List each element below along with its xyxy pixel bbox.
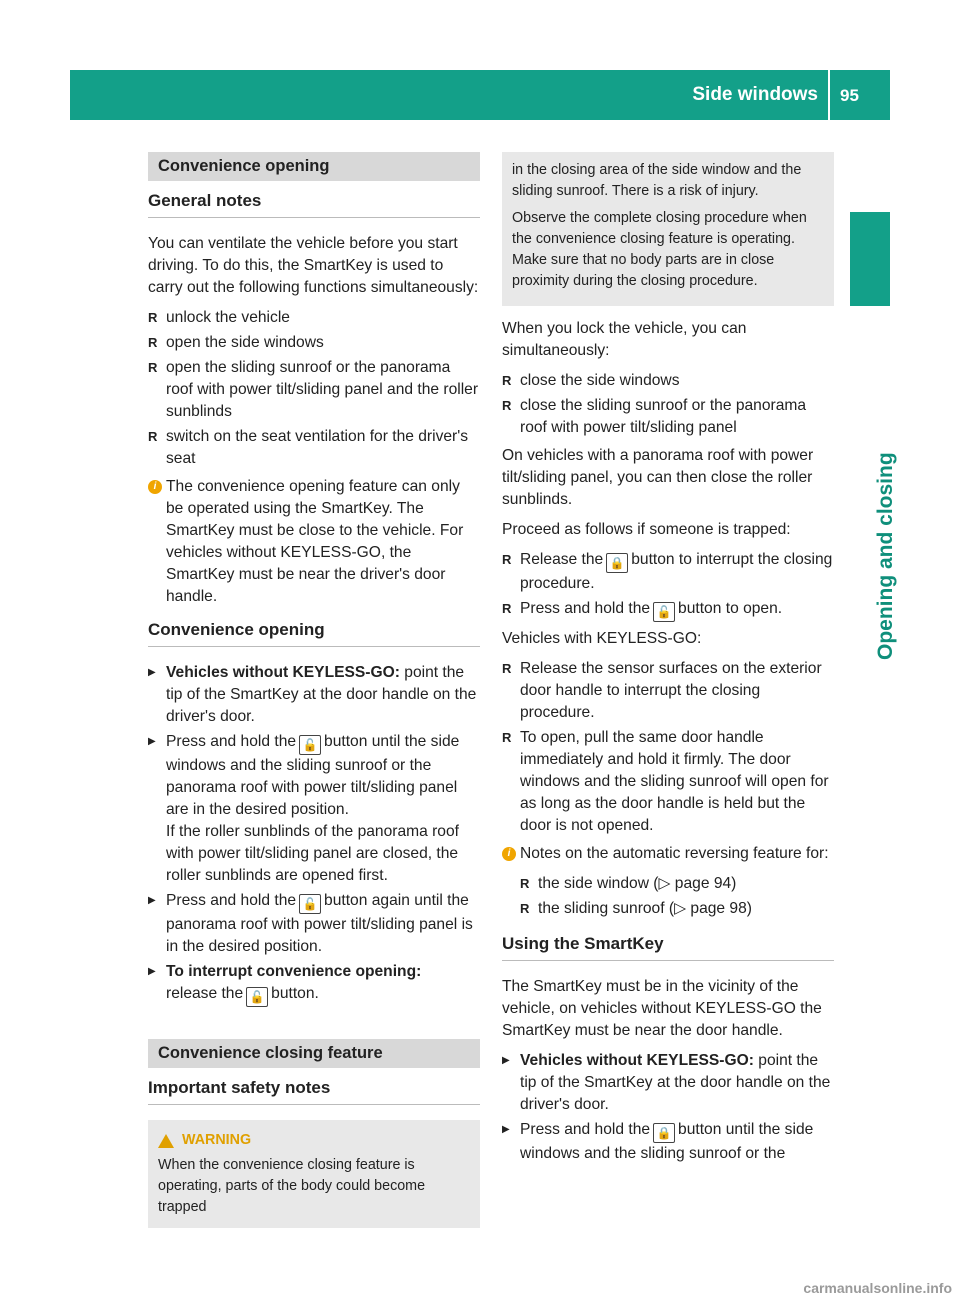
keyless-heading: Vehicles with KEYLESS-GO:	[502, 630, 702, 647]
list-item: R Press and hold the 🔓 button to open.	[502, 598, 834, 622]
info-note: i The convenience opening feature can only be operated using the SmartKey. The SmartKey must be close to the vehicle. For vehicles without KEYLESS-GO, the SmartKey must be near the driver's door handle.	[148, 476, 480, 608]
right-column	[502, 152, 834, 1171]
left-column	[148, 152, 480, 1228]
warning-box-continued: in the closing area of the side window and the sliding sunroof. There is a risk of injury. Observe the complete closing procedure when the convenience closing feature is operating. Make sure that no body parts are in close proximity during the closing procedure.	[502, 152, 834, 306]
header-divider	[828, 70, 830, 120]
subheading-general-notes: General notes	[148, 191, 480, 218]
reference-list	[502, 873, 834, 920]
unlock-icon: 🔓	[299, 894, 321, 914]
lock-icon: 🔒	[606, 553, 628, 573]
step-item: ▶ Vehicles without KEYLESS-GO: point the tip of the SmartKey at the door handle on the driver's door.	[148, 662, 480, 728]
list-item: R switch on the seat ventilation for the driver's seat	[148, 426, 480, 470]
page-number: 95	[840, 86, 859, 105]
lock-list	[502, 370, 834, 439]
chapter-title: Opening and closing	[874, 452, 897, 660]
list-item: R close the side windows	[502, 370, 834, 392]
step-item: ▶ Press and hold the 🔓 button again until the panorama roof with power tilt/sliding panel is in the desired position.	[148, 890, 480, 958]
step-item: ▶ Vehicles without KEYLESS-GO: point the tip of the SmartKey at the door handle on the driver's door.	[502, 1050, 834, 1116]
info-icon: i	[148, 480, 162, 494]
page-reference[interactable]: R the sliding sunroof (▷ page 98)	[520, 898, 834, 920]
trapped-text: Proceed as follows if someone is trapped:	[502, 521, 791, 538]
list-item: R open the sliding sunroof or the panorama roof with power tilt/sliding panel and the roller sunblinds	[148, 357, 480, 423]
list-item: R Release the sensor surfaces on the exterior door handle to interrupt the closing procedure.	[502, 658, 834, 724]
list-item: R Release the 🔒 button to interrupt the closing procedure.	[502, 549, 834, 595]
panorama-text: On vehicles with a panorama roof with power tilt/sliding panel, you can then close the roller sunblinds.	[502, 447, 814, 508]
info-note: i Notes on the automatic reversing feature for:	[502, 843, 834, 865]
step-item: ▶ To interrupt convenience opening: release the 🔓 button.	[148, 961, 480, 1007]
section-title: Convenience closing feature	[148, 1039, 480, 1068]
trapped-list	[502, 549, 834, 622]
step-item: ▶ Press and hold the 🔒 button until the side windows and the sliding sunroof or the	[502, 1119, 834, 1165]
list-item: R close the sliding sunroof or the panorama roof with power tilt/sliding panel	[502, 395, 834, 439]
unlock-icon: 🔓	[653, 602, 675, 622]
list-item: R open the side windows	[148, 332, 480, 354]
unlock-icon: 🔓	[246, 987, 268, 1007]
subheading-convenience-opening: Convenience opening	[148, 620, 480, 647]
chapter-tab	[850, 212, 890, 306]
steps-list	[148, 662, 480, 1007]
info-icon: i	[502, 847, 516, 861]
warning-text: When the convenience closing feature is operating, parts of the body could become trapped	[158, 1157, 426, 1215]
smartkey-intro: The SmartKey must be in the vicinity of the vehicle, on vehicles without KEYLESS-GO the SmartKey must be near the door handle.	[502, 978, 822, 1039]
list-item: R To open, pull the same door handle immediately and hold it firmly. The door windows and the sliding sunroof will open for as long as the door handle is held but the door is not opened.	[502, 727, 834, 837]
lock-icon: 🔒	[653, 1123, 675, 1143]
page-header	[70, 70, 890, 120]
section-title: Convenience opening	[148, 152, 480, 181]
smartkey-steps	[502, 1050, 834, 1165]
warning-label: WARNING	[182, 1132, 252, 1148]
header-title: Side windows	[692, 84, 818, 105]
subheading-using-smartkey: Using the SmartKey	[502, 934, 834, 961]
unlock-icon: 🔓	[299, 735, 321, 755]
warning-box	[148, 1120, 480, 1228]
subheading-safety-notes: Important safety notes	[148, 1078, 480, 1105]
watermark: carmanualsonline.info	[803, 1280, 952, 1296]
step-item: ▶ Press and hold the 🔓 button until the side windows and the sliding sunroof or the panorama roof with power tilt/sliding panel are in the desired position. If the roller sunblinds of the panorama roof with power tilt/sliding panel are closed, the roller sunblinds are opened first.	[148, 731, 480, 887]
page-reference[interactable]: R the side window (▷ page 94)	[520, 873, 834, 895]
function-list	[148, 307, 480, 470]
intro-text: You can ventilate the vehicle before you start driving. To do this, the SmartKey is used to carry out the following functions simultaneously:	[148, 235, 479, 296]
warning-icon	[158, 1134, 174, 1148]
list-item: R unlock the vehicle	[148, 307, 480, 329]
lock-intro: When you lock the vehicle, you can simultaneously:	[502, 320, 747, 359]
keyless-list	[502, 658, 834, 837]
